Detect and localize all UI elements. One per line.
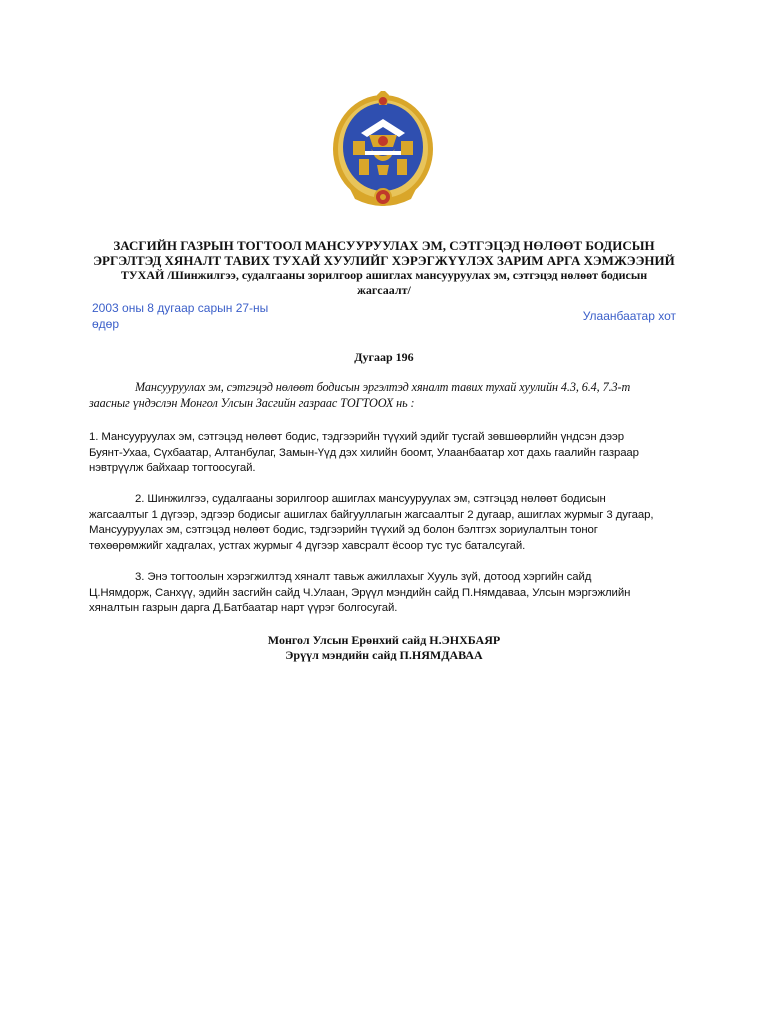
paragraph-3 [89,570,677,617]
title-line: ТУХАЙ /Шинжилгээ, судалгааны зорилгоор ашиглах мансууруулах эм, сэтгэцэд нөлөөт бодисын [120,268,648,282]
document-city: Улаанбаатар хот [582,309,676,323]
paragraph-line: нэвтрүүлж байхаар тогтоосугай. [89,462,256,474]
paragraph-line: жагсаалтыг 1 дүгээр, эдгээр бодисыг ашиглах байгууллагын жагсаалтыг 2 дугаар, ашиглах журмыг 3 дугаар, [89,508,654,521]
title-line: жагсаалт/ [357,283,411,297]
paragraph-line: Мансууруулах эм, сэтгэцэд нөлөөт бодис, тэдгээрийн түүхий эд болон бэлтгэх зориулалтын тоног [89,524,598,536]
title-line: ЭРГЭЛТЭД ХЯНАЛТ ТАВИХ ТУХАЙ ХУУЛИЙГ ХЭРЭГЖҮҮЛЭХ ЗАРИМ АРГА ХЭМЖЭЭНИЙ [93,253,675,268]
date-line: өдөр [92,317,120,331]
paragraph-line: 1. Мансууруулах эм, сэтгэцэд нөлөөт бодис, тэдгээрийн түүхий эдийг тусгай зөвшөөрлийн үндсэн дээр [89,431,624,443]
paragraph-line: 3. Энэ тогтоолын хэрэгжилтэд хяналт тавьж ажиллахыг Хууль зүй, дотоод хэргийн сайд [135,571,592,583]
mongolia-state-emblem-icon [331,91,435,211]
paragraph-line: 2. Шинжилгээ, судалгааны зорилгоор ашиглах мансууруулах эм, сэтгэцэд нөлөөт бодисын [135,493,606,505]
paragraph-line: Буянт-Ухаа, Сүхбаатар, Алтанбулаг, Замын-Үүд дэх хилийн боомт, Улаанбаатар хот дахь гаалийн газраар [89,446,639,459]
paragraph-2 [89,492,677,554]
signature-line: Эрүүл мэндийн сайд П.НЯМДАВАА [285,648,483,662]
paragraph-1 [89,430,677,477]
document-title [88,238,680,298]
date-line: 2003 оны 8 дугаар сарын 27-ны [92,301,269,315]
preamble-line: заасныг үндэслэн Монгол Улсын Засгийн газраас ТОГТООХ нь : [89,395,415,410]
paragraph-line: төхөөрөмжийг хадгалах, устгах журмыг 4 дүгээр хавсралт ёсоор тус тус баталсугай. [89,539,526,552]
title-line: ЗАСГИЙН ГАЗРЫН ТОГТООЛ МАНСУУРУУЛАХ ЭМ, СЭТГЭЦЭД НӨЛӨӨТ БОДИСЫН [113,238,655,253]
preamble-line: Мансууруулах эм, сэтгэцэд нөлөөт бодисын эргэлтэд хяналт тавих тухай хуулийн 4.3, 6.4, 7.3-т [135,380,631,394]
paragraph-line: хяналтын газрын дарга Д.Батбаатар нарт үүрэг болгосугай. [89,602,398,614]
signature-line: Монгол Улсын Ерөнхий сайд Н.ЭНХБАЯР [267,633,501,647]
paragraph-line: Ц.Нямдорж, Санхүү, эдийн засгийн сайд Ч.Улаан, Эрүүл мэндийн сайд П.Нямдаваа, Улсын мэргэжлийн [89,586,631,599]
signatures [0,633,768,663]
document-number: Дугаар 196 [354,350,414,364]
preamble-paragraph [89,380,677,411]
document-date [92,300,282,332]
